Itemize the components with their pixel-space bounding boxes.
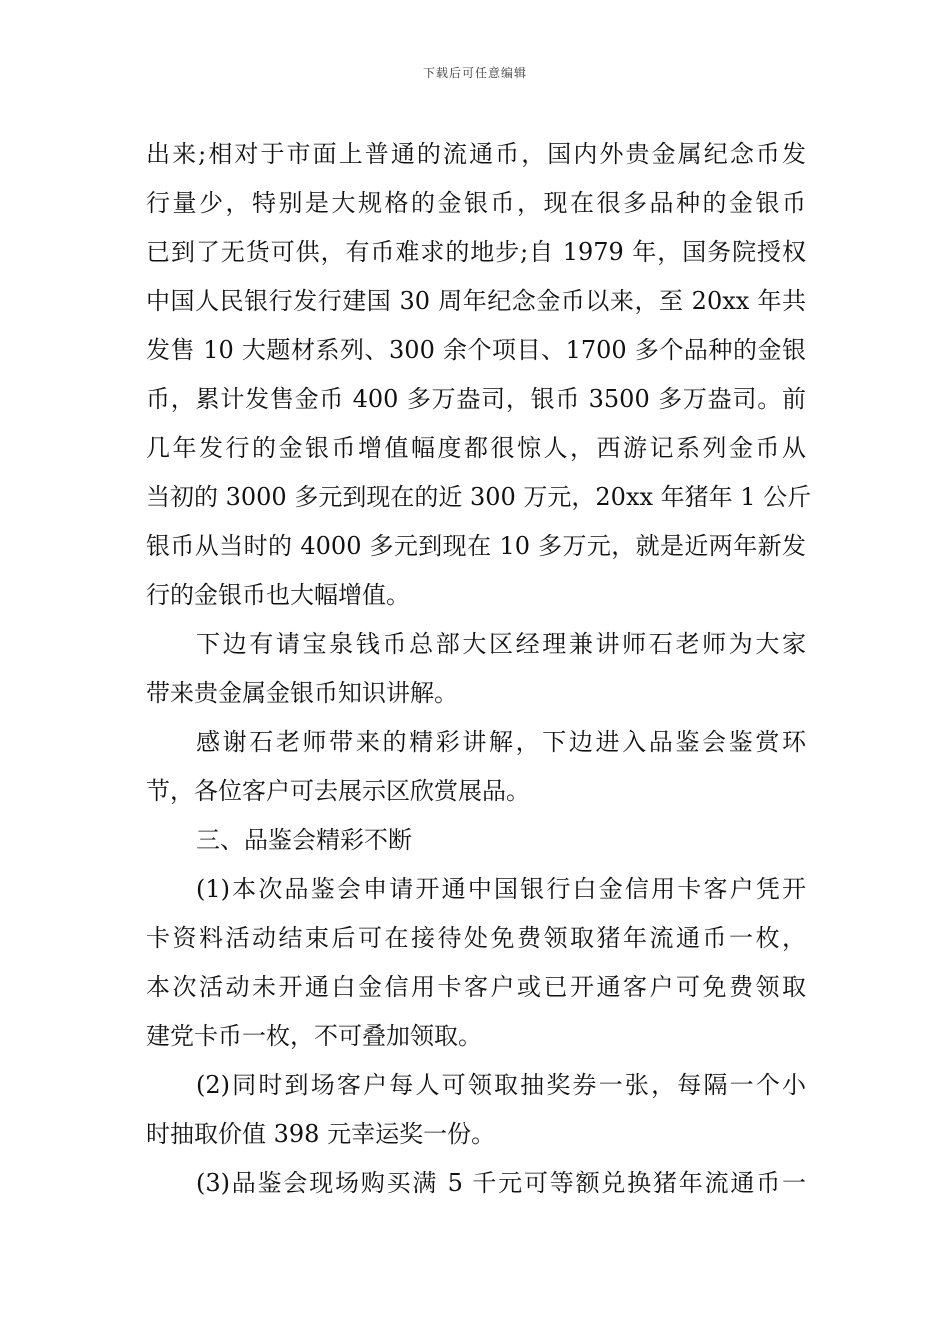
text-line: 节，各位客户可去展示区欣赏展品。 [146, 777, 530, 805]
text-line: (3)品鉴会现场购买满 5 千元可等额兑换猪年流通币一 [196, 1169, 806, 1197]
text-line: 卡资料活动结束后可在接待处免费领取猪年流通币一枚， [146, 924, 806, 952]
text-line: 银币从当时的 4000 多元到现在 10 多万元，就是近两年新发 [146, 532, 806, 560]
text-line: (2)同时到场客户每人可领取抽奖券一张，每隔一个小 [196, 1071, 806, 1099]
text-line: 下边有请宝泉钱币总部大区经理兼讲师石老师为大家 [196, 630, 806, 658]
text-line: 本次活动未开通白金信用卡客户或已开通客户可免费领取 [146, 973, 806, 1001]
text-line: 三、品鉴会精彩不断 [196, 826, 412, 854]
text-line: 当初的 3000 多元到现在的近 300 万元，20xx 年猪年 1 公斤 [146, 483, 812, 511]
text-line: 时抽取价值 398 元幸运奖一份。 [146, 1120, 496, 1148]
text-line: 建党卡币一枚，不可叠加领取。 [146, 1022, 482, 1050]
text-line: 几年发行的金银币增值幅度都很惊人，西游记系列金币从 [146, 434, 806, 462]
text-line: (1)本次品鉴会申请开通中国银行白金信用卡客户凭开 [196, 875, 806, 903]
text-line: 行的金银币也大幅增值。 [146, 581, 410, 609]
text-line: 感谢石老师带来的精彩讲解，下边进入品鉴会鉴赏环 [196, 728, 806, 756]
text-line: 带来贵金属金银币知识讲解。 [146, 679, 458, 707]
text-line: 行量少，特别是大规格的金银币，现在很多品种的金银币 [146, 189, 806, 217]
document-body [146, 130, 812, 1208]
text-line: 已到了无货可供，有币难求的地步;自 1979 年，国务院授权 [146, 238, 806, 266]
text-line: 币，累计发售金币 400 多万盎司，银币 3500 多万盎司。前 [146, 385, 806, 413]
text-line: 出来;相对于市面上普通的流通币，国内外贵金属纪念币发 [146, 140, 806, 168]
text-line: 发售 10 大题材系列、300 余个项目、1700 多个品种的金银 [146, 336, 806, 364]
page-header-note: 下载后可任意编辑 [422, 66, 527, 80]
text-line: 中国人民银行发行建国 30 周年纪念金币以来，至 20xx 年共 [146, 287, 806, 315]
